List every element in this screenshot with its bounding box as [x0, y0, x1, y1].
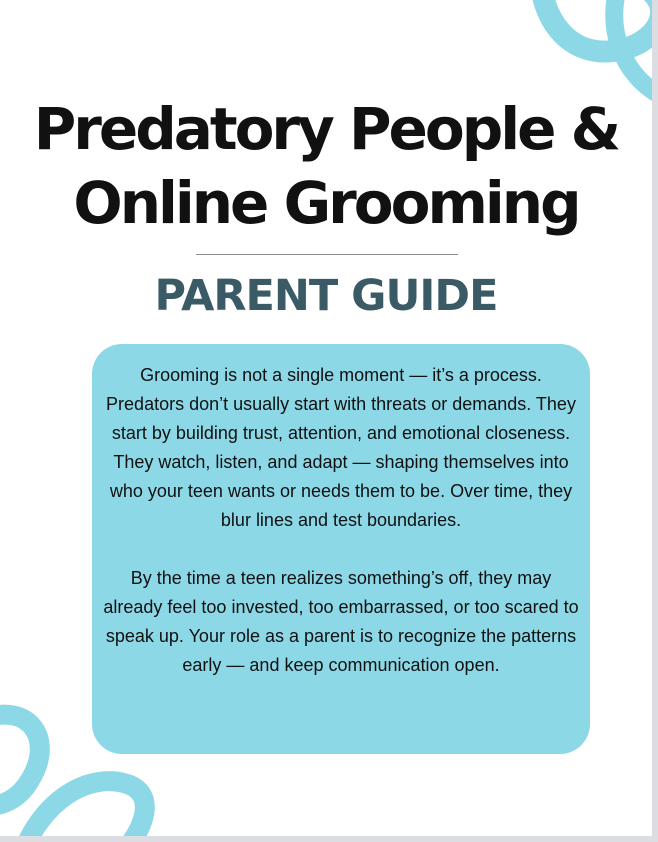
- page-edge-bottom: [0, 836, 658, 842]
- guide-title-line-1: Predatory People &: [33, 95, 619, 163]
- intro-paragraph-1: Grooming is not a single moment — it’s a process. Predators don’t usually start with threats or demands. They start by building trust, attention, and emotional closeness. They watch, listen, and adapt — shaping themselves into who your teen wants or needs them to be. Over time, they blur lines and test boundaries.: [106, 365, 576, 530]
- guide-title-line-2: Online Grooming: [73, 169, 579, 237]
- guide-subtitle: PARENT GUIDE: [154, 271, 498, 321]
- guide-title: [0, 92, 652, 240]
- intro-text-card: [92, 344, 590, 754]
- page-edge-right: [652, 0, 658, 842]
- intro-paragraph-2: By the time a teen realizes something’s off, they may already feel too invested, too embarrassed, or too scared to speak up. Your role as a parent is to recognize the patterns early — and keep communication open.: [103, 568, 579, 675]
- title-divider: [196, 254, 458, 255]
